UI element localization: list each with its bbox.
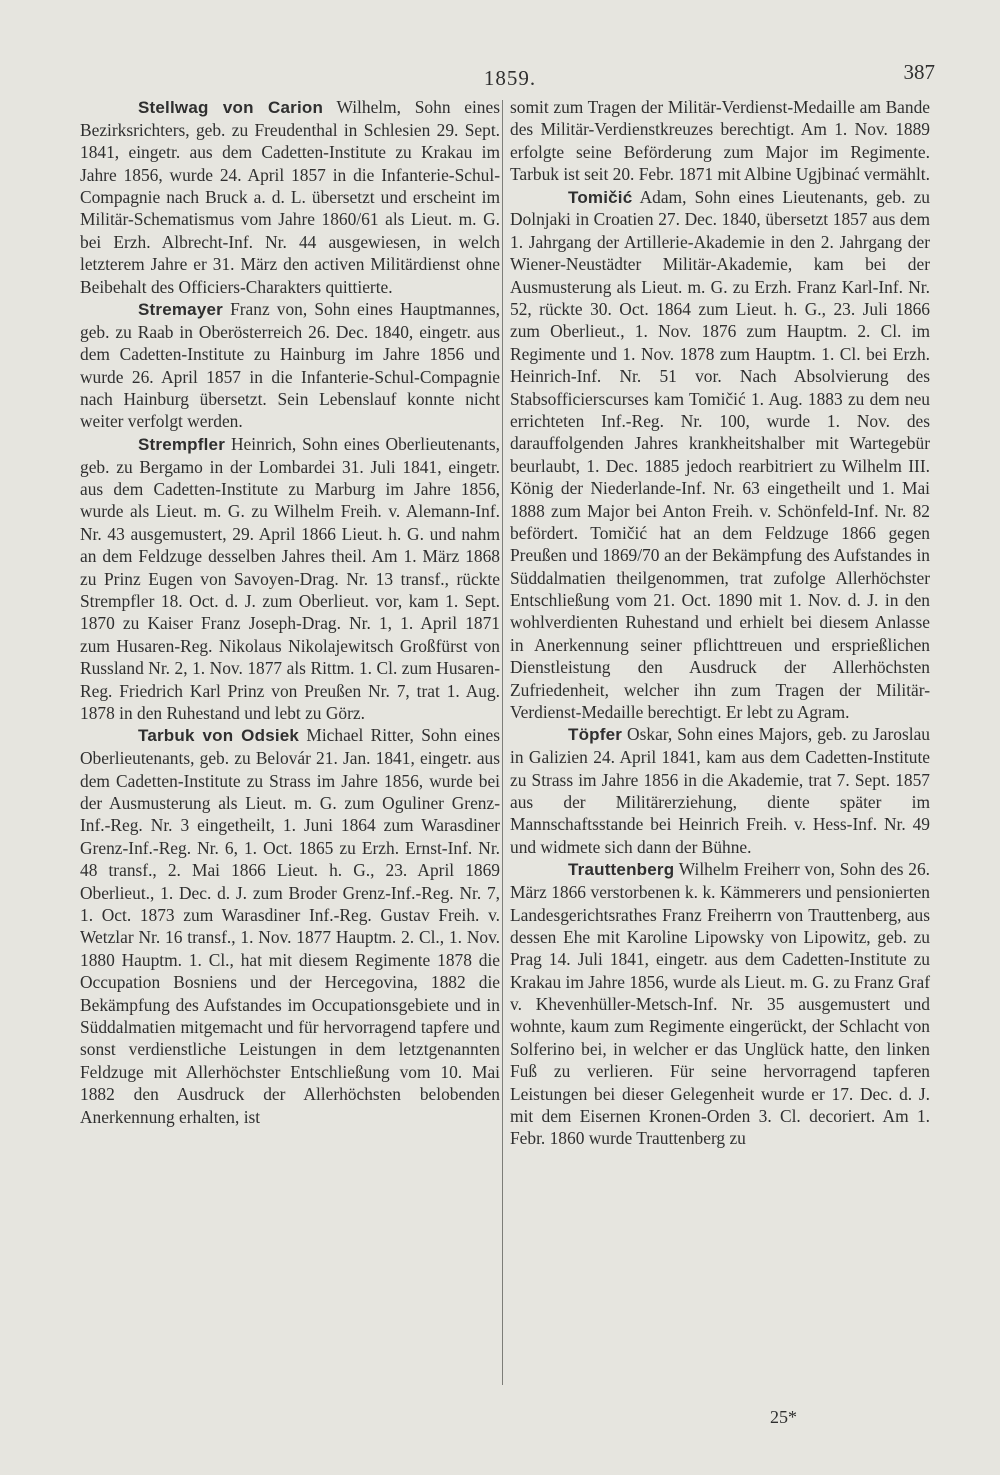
biography-entry	[80, 724, 500, 1128]
biography-entry	[510, 723, 930, 858]
entry-name: Strempfler	[138, 434, 226, 454]
entry-name: Töpfer	[568, 725, 623, 745]
entry-name: Tomičić	[568, 187, 633, 207]
entry-text: Michael Ritter, Sohn eines Oberlieutenants, geb. zu Belovár 21. Jan. 1841, eingetr. aus dem Cadetten-Institute zu Strass im Jahre 1856, wurde bei der Ausmusterung als Lieut. m. G. zum Oguliner Grenz-Inf.-Reg. Nr. 3 eingetheilt, 1. Juni 1864 zum Warasdiner Grenz-Inf.-Reg. Nr. 6, 1. Oct. 1865 zu Erzh. Ernst-Inf. Nr. 48 transf., 2. Mai 1866 Lieut. h. G., 23. April 1869 Oberlieut., 1. Dec. d. J. zum Broder Grenz-Inf.-Reg. Nr. 7, 1. Oct. 1873 zum Warasdiner Inf.-Reg. Gustav Freih. v. Wetzlar Nr. 16 transf., 1. Nov. 1877 Hauptm. 2. Cl., 1. Nov. 1880 Hauptm. 1. Cl., hat mit diesem Regimente 1878 die Occupation Bosniens und der Hercegovina, 1882 die Bekämpfung des Aufstandes im Occupationsgebiete und in Süddalmatien mitgemacht und für hervorragend tapfere und sonst verdienstliche Leistungen in dem letztgenannten Feldzuge mit Allerhöchster Entschließung vom 10. Mai 1882 den Ausdruck der Allerhöchsten belobenden Anerkennung erhalten, ist	[80, 725, 500, 1127]
biography-entry	[510, 186, 930, 724]
entry-text: Oskar, Sohn eines Majors, geb. zu Jaroslau in Galizien 24. April 1841, kam aus dem Cadetten-Institute zu Strass im Jahre 1856 in die Akademie, trat 7. Sept. 1857 aus der Militärerziehung, diente später im Mannschaftsstande bei Heinrich Freih. v. Hess-Inf. Nr. 49 und widmete sich dann der Bühne.	[510, 724, 930, 857]
column-divider	[502, 100, 503, 1385]
left-column	[80, 96, 500, 1128]
entry-name: Stellwag von Carion	[138, 98, 324, 117]
biography-entry	[80, 96, 500, 298]
two-column-body	[70, 96, 950, 1406]
page-number: 387	[903, 60, 935, 84]
entry-name: Trauttenberg	[568, 860, 675, 880]
entry-name: Stremayer	[138, 300, 223, 319]
biography-entry	[80, 298, 500, 433]
running-head-year: 1859.	[483, 66, 537, 90]
entry-text: Wilhelm, Sohn eines Bezirksrichters, geb. zu Freudenthal in Schlesien 29. Sept. 1841, eingetr. aus dem Cadetten-Institute zu Krakau im Jahre 1856, wurde 24. April 1857 in die Infanterie-Schul-Compagnie nach Bruck a. d. L. übersetzt und erscheint im Militär-Schematismus vom Jahre 1860/61 als Lieut. m. G. bei Erzh. Albrecht-Inf. Nr. 44 ausgewiesen, in welch letzterem Jahre er 31. März den activen Militärdienst ohne Beibehalt des Officiers-Charakters quittierte.	[80, 97, 500, 297]
entry-name: Tarbuk von Odsiek	[138, 726, 300, 746]
biography-entry	[510, 858, 930, 1150]
entry-text: Wilhelm Freiherr von, Sohn des 26. März 1866 verstorbenen k. k. Kämmerers und pensionierten Landesgerichtsrathes Franz Freiherrn von Trauttenberg, aus dessen Ehe mit Karoline Lipowsky von Lipowitz, geb. zu Prag 14. Juli 1841, eingetr. aus dem Cadetten-Institute zu Krakau im Jahre 1856, wurde als Lieut. m. G. zu Franz Graf v. Khevenhüller-Metsch-Inf. Nr. 35 ausgemustert und wohnte, kaum zum Regimente eingerückt, der Schlacht von Solferino bei, in welcher er das Unglück hatte, den linken Fuß zu verlieren. Für seine hervorragend tapferen Leistungen bei dieser Gelegenheit wurde er 17. Dec. d. J. mit dem Eisernen Kronen-Orden 3. Cl. decoriert. Am 1. Febr. 1860 wurde Trauttenberg zu	[510, 859, 930, 1149]
entry-text: Franz von, Sohn eines Hauptmannes, geb. zu Raab in Oberösterreich 26. Dec. 1840, eingetr. aus dem Cadetten-Institute zu Hainburg im Jahre 1856 und wurde 26. April 1857 in die Infanterie-Schul-Compagnie nach Hainburg übersetzt. Sein Lebenslauf konnte nicht weiter verfolgt werden.	[80, 299, 500, 432]
continued-entry-text: somit zum Tragen der Militär-Verdienst-Medaille am Bande des Militär-Verdienstkreuzes berechtigt. Am 1. Nov. 1889 erfolgte seine Beförderung zum Major im Regimente. Tarbuk ist seit 20. Febr. 1871 mit Albine Ugjbinać vermählt.	[510, 97, 930, 185]
right-column	[510, 96, 930, 1150]
biography-entry	[80, 433, 500, 725]
running-head	[75, 60, 945, 90]
entry-text: Adam, Sohn eines Lieutenants, geb. zu Dolnjaki in Croatien 27. Dec. 1840, übersetzt 1857 aus dem 1. Jahrgang der Artillerie-Akademie in den 2. Jahrgang der Wiener-Neustädter Militär-Akademie, kam bei der Ausmusterung als Lieut. m. G. zu Erzh. Franz Karl-Inf. Nr. 52, rückte 30. Oct. 1864 zum Lieut. h. G., 23. Juli 1866 zum Oberlieut., 1. Nov. 1876 zum Hauptm. 2. Cl. im Regimente und 1. Nov. 1878 zum Hauptm. 1. Cl. bei Erzh. Heinrich-Inf. Nr. 51 vor. Nach Absolvierung des Stabsofficierscurses kam Tomičić 1. Aug. 1883 zu dem neu errichteten Inf.-Reg. Nr. 100, wurde 1. Nov. des darauffolgenden Jahres krankheitshalber mit Wartegebür beurlaubt, 1. Dec. 1885 jedoch rearbitriert zu Wilhelm III. König der Niederlande-Inf. Nr. 63 eingetheilt und 1. Mai 1888 zum Major bei Anton Freih. v. Schönfeld-Inf. Nr. 82 befördert. Tomičić hat an dem Feldzuge 1866 gegen Preußen und 1869/70 an der Bekämpfung des Aufstandes in Süddalmatien theilgenommen, trat zufolge Allerhöchster Entschließung vom 21. Oct. 1890 mit 1. Nov. d. J. in den wohlverdienten Ruhestand und erhielt bei diesem Anlasse in Anerkennung seiner pflichttreuen und ersprießlichen Dienstleistung den Ausdruck der Allerhöchsten Zufriedenheit, welcher ihn zum Tragen der Militär-Verdienst-Medaille berechtigt. Er lebt zu Agram.	[510, 186, 930, 723]
entry-text: Heinrich, Sohn eines Oberlieutenants, geb. zu Bergamo in der Lombardei 31. Juli 1841, eingetr. aus dem Cadetten-Institute zu Marburg im Jahre 1856, wurde als Lieut. m. G. zu Wilhelm Freih. v. Alemann-Inf. Nr. 43 ausgemustert, 29. April 1866 Lieut. h. G. und nahm an dem Feldzuge desselben Jahres theil. Am 1. März 1868 zu Prinz Eugen von Savoyen-Drag. Nr. 13 transf., rückte Strempfler 18. Oct. d. J. zum Oberlieut. vor, kam 1. Sept. 1870 zu Kaiser Franz Joseph-Drag. Nr. 1, 1. April 1871 zum Husaren-Reg. Nikolaus Nikolajewitsch Großfürst von Russland Nr. 2, 1. Nov. 1877 als Rittm. 1. Cl. zum Husaren-Reg. Friedrich Karl Prinz von Preußen Nr. 7, trat 1. Aug. 1878 in den Ruhestand und lebt zu Görz.	[80, 433, 500, 723]
printer-signature-mark: 25*	[770, 1407, 797, 1427]
